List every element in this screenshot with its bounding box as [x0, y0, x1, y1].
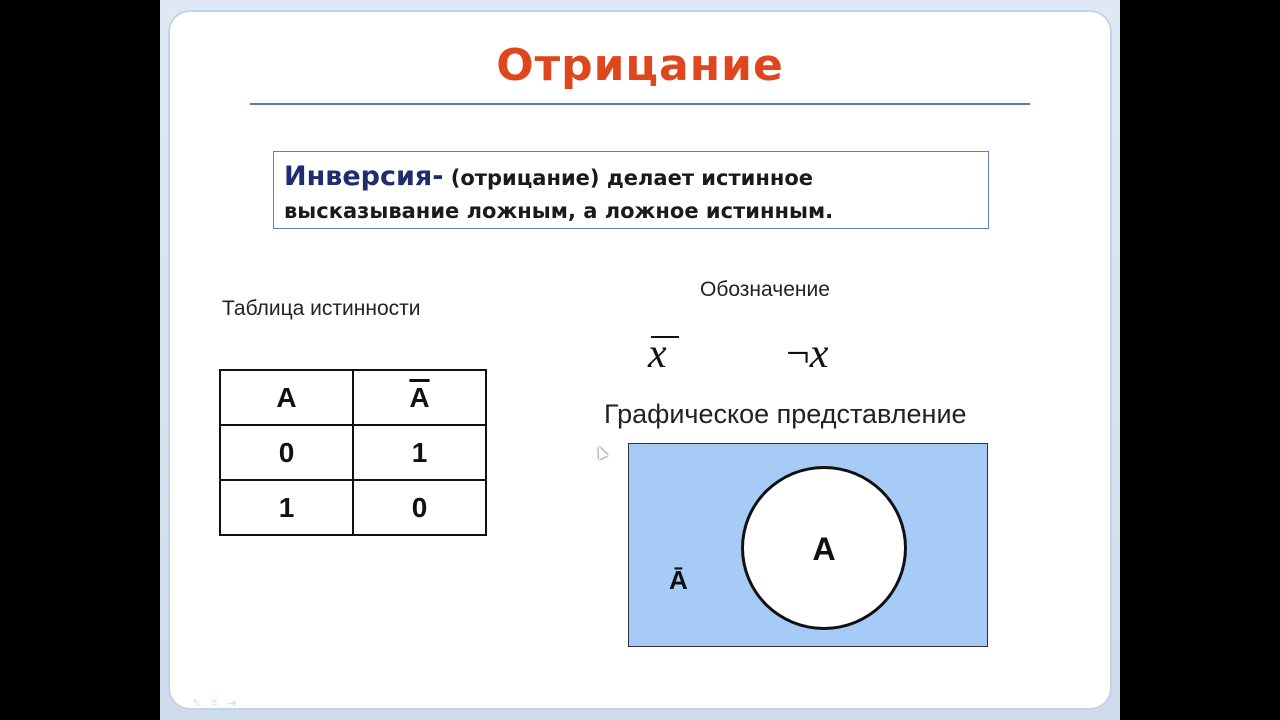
venn-diagram	[628, 443, 988, 647]
not-a-symbol: $\overline{A}$	[409, 381, 430, 413]
negation-symbol: ¬	[786, 331, 810, 377]
menu-icon[interactable]: ≡	[211, 697, 218, 709]
table-header-row	[220, 370, 486, 425]
table-cell: 1	[353, 425, 486, 480]
set-a-label: A	[812, 531, 836, 567]
table-row	[220, 480, 486, 535]
pen-icon[interactable]: ✎	[192, 698, 202, 710]
definition-text: (отрицание) делает истинное высказывание ложным, а ложное истинным.	[284, 166, 834, 223]
table-row	[220, 425, 486, 480]
negation-variable: x	[809, 331, 829, 377]
table-cell: 0	[353, 480, 486, 535]
table-header-not-a	[353, 370, 486, 425]
truth-table-label: Таблица истинности	[222, 297, 421, 320]
set-a-circle	[741, 466, 907, 630]
negation-notation	[786, 330, 828, 378]
slideshow-controls[interactable]	[192, 697, 237, 710]
overline-notation: x	[648, 331, 667, 377]
definition-box	[273, 151, 989, 229]
table-header-a: A	[220, 370, 353, 425]
definition-term: Инверсия-	[284, 161, 444, 192]
slide-title: Отрицание	[496, 40, 784, 91]
next-arrow-icon[interactable]: ➜	[227, 698, 237, 710]
truth-table	[219, 369, 487, 536]
title-divider	[250, 103, 1030, 105]
graphic-label: Графическое представление	[604, 399, 967, 429]
notation-label: Обозначение	[700, 278, 830, 301]
table-cell: 0	[220, 425, 353, 480]
complement-label: Ā	[669, 565, 688, 595]
table-cell: 1	[220, 480, 353, 535]
